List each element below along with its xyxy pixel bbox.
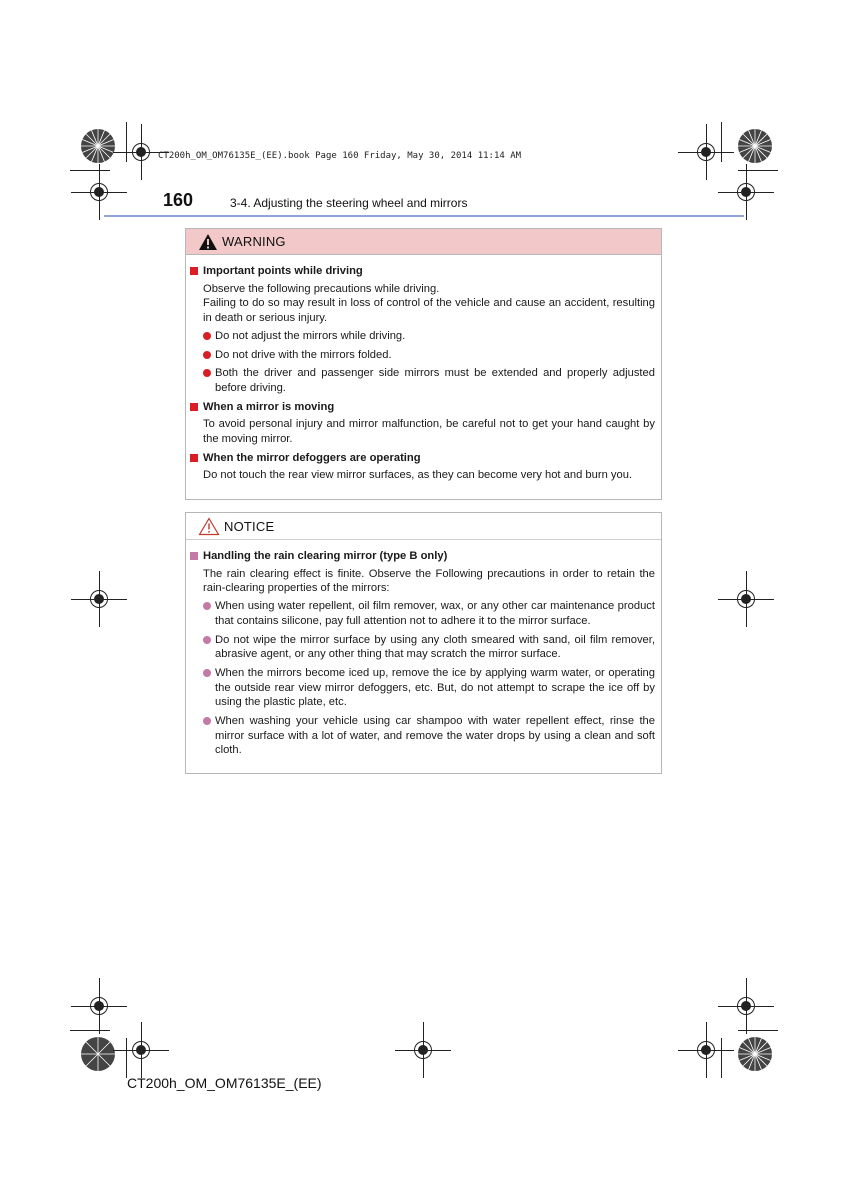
bullet-text: Do not wipe the mirror surface by using any cloth smeared with sand, oil film remover, abrasive agent, or any other thing that may scratch the mirror surface. xyxy=(215,633,655,661)
bullet-text: Do not adjust the mirrors while driving. xyxy=(215,329,406,342)
bullet-text: When the mirrors become iced up, remove the ice by applying warm water, or operating the outside rear view mirror defoggers, etc. But, do not attempt to scrape the ice off by using the plastic plate, etc. xyxy=(215,666,655,709)
bullet-list xyxy=(190,329,655,396)
warning-title: WARNING xyxy=(222,234,286,249)
bullet-item xyxy=(203,366,655,395)
round-bullet-icon xyxy=(203,717,211,725)
crop-mark xyxy=(70,1030,110,1031)
section-heading xyxy=(190,451,655,466)
section-paragraph: Observe the following precautions while driving. Failing to do so may result in loss of control of the vehicle and cause an accident, resulting in death or serious injury. xyxy=(203,282,655,325)
warning-triangle-icon xyxy=(198,233,218,251)
book-info-line: CT200h_OM_OM76135E_(EE).book Page 160 Friday, May 30, 2014 11:14 AM xyxy=(158,151,522,161)
warning-header xyxy=(186,229,661,255)
square-bullet-icon xyxy=(190,267,198,275)
registration-rosette-top-left xyxy=(80,128,116,164)
warning-box xyxy=(185,228,662,500)
crop-mark xyxy=(738,170,778,171)
bullet-item xyxy=(203,348,655,363)
bullet-item xyxy=(203,329,655,344)
notice-body xyxy=(186,540,661,770)
bullet-text: When washing your vehicle using car shampoo with water repellent effect, rinse the mirror surface with a lot of water, and remove the water drops by using a clean and soft cloth. xyxy=(215,715,655,757)
square-bullet-icon xyxy=(190,552,198,560)
crop-mark xyxy=(70,170,110,171)
notice-box xyxy=(185,512,662,774)
page-number: 160 xyxy=(163,190,194,210)
section-title: 3-4. Adjusting the steering wheel and mirrors xyxy=(230,196,468,210)
section-heading-text: When the mirror defoggers are operating xyxy=(203,451,421,464)
header-rule xyxy=(104,215,744,217)
notice-title: NOTICE xyxy=(224,518,275,534)
bullet-text: When using water repellent, oil film remover, wax, or any other car maintenance product that contains silicone, pay full attention not to adhere it to the mirror surface. xyxy=(215,600,655,627)
section-heading xyxy=(190,400,655,415)
round-bullet-icon xyxy=(203,636,211,644)
section-heading-text: When a mirror is moving xyxy=(203,400,335,413)
section-heading xyxy=(190,549,655,564)
round-bullet-icon xyxy=(203,332,211,340)
crop-mark xyxy=(721,1038,722,1078)
bullet-text: Both the driver and passenger side mirrors must be extended and properly adjusted before driving. xyxy=(215,367,655,394)
registration-rosette-bottom-right xyxy=(737,1036,773,1072)
section-paragraph: To avoid personal injury and mirror malfunction, be careful not to get your hand caught by the moving mirror. xyxy=(203,418,655,446)
square-bullet-icon xyxy=(190,454,198,462)
section-paragraph: Do not touch the rear view mirror surfaces, as they can become very hot and burn you. xyxy=(203,469,633,482)
round-bullet-icon xyxy=(203,602,211,610)
square-bullet-icon xyxy=(190,403,198,411)
bullet-text: Do not drive with the mirrors folded. xyxy=(215,348,392,361)
round-bullet-icon xyxy=(203,669,211,677)
bullet-item xyxy=(203,666,655,710)
notice-header xyxy=(186,513,661,540)
registration-rosette-bottom-left xyxy=(80,1036,116,1072)
warning-body xyxy=(186,255,661,491)
section-heading-text: Handling the rain clearing mirror (type B only) xyxy=(203,550,448,562)
bullet-item xyxy=(203,599,655,628)
section-paragraph: The rain clearing effect is finite. Observe the Following precautions in order to retain the rain-clearing properties of the mirrors: xyxy=(203,567,655,595)
registration-rosette-top-right xyxy=(737,128,773,164)
notice-triangle-icon xyxy=(198,517,220,536)
section-heading xyxy=(190,264,655,279)
round-bullet-icon xyxy=(203,369,211,377)
bullet-item xyxy=(203,714,655,758)
crop-mark xyxy=(126,1038,127,1078)
section-heading-text: Important points while driving xyxy=(203,265,363,277)
crop-mark xyxy=(721,122,722,162)
round-bullet-icon xyxy=(203,351,211,359)
crop-mark xyxy=(738,1030,778,1031)
bullet-list xyxy=(190,599,655,758)
footer-code: CT200h_OM_OM76135E_(EE) xyxy=(127,1075,322,1091)
crop-mark xyxy=(126,122,127,162)
bullet-item xyxy=(203,633,655,662)
